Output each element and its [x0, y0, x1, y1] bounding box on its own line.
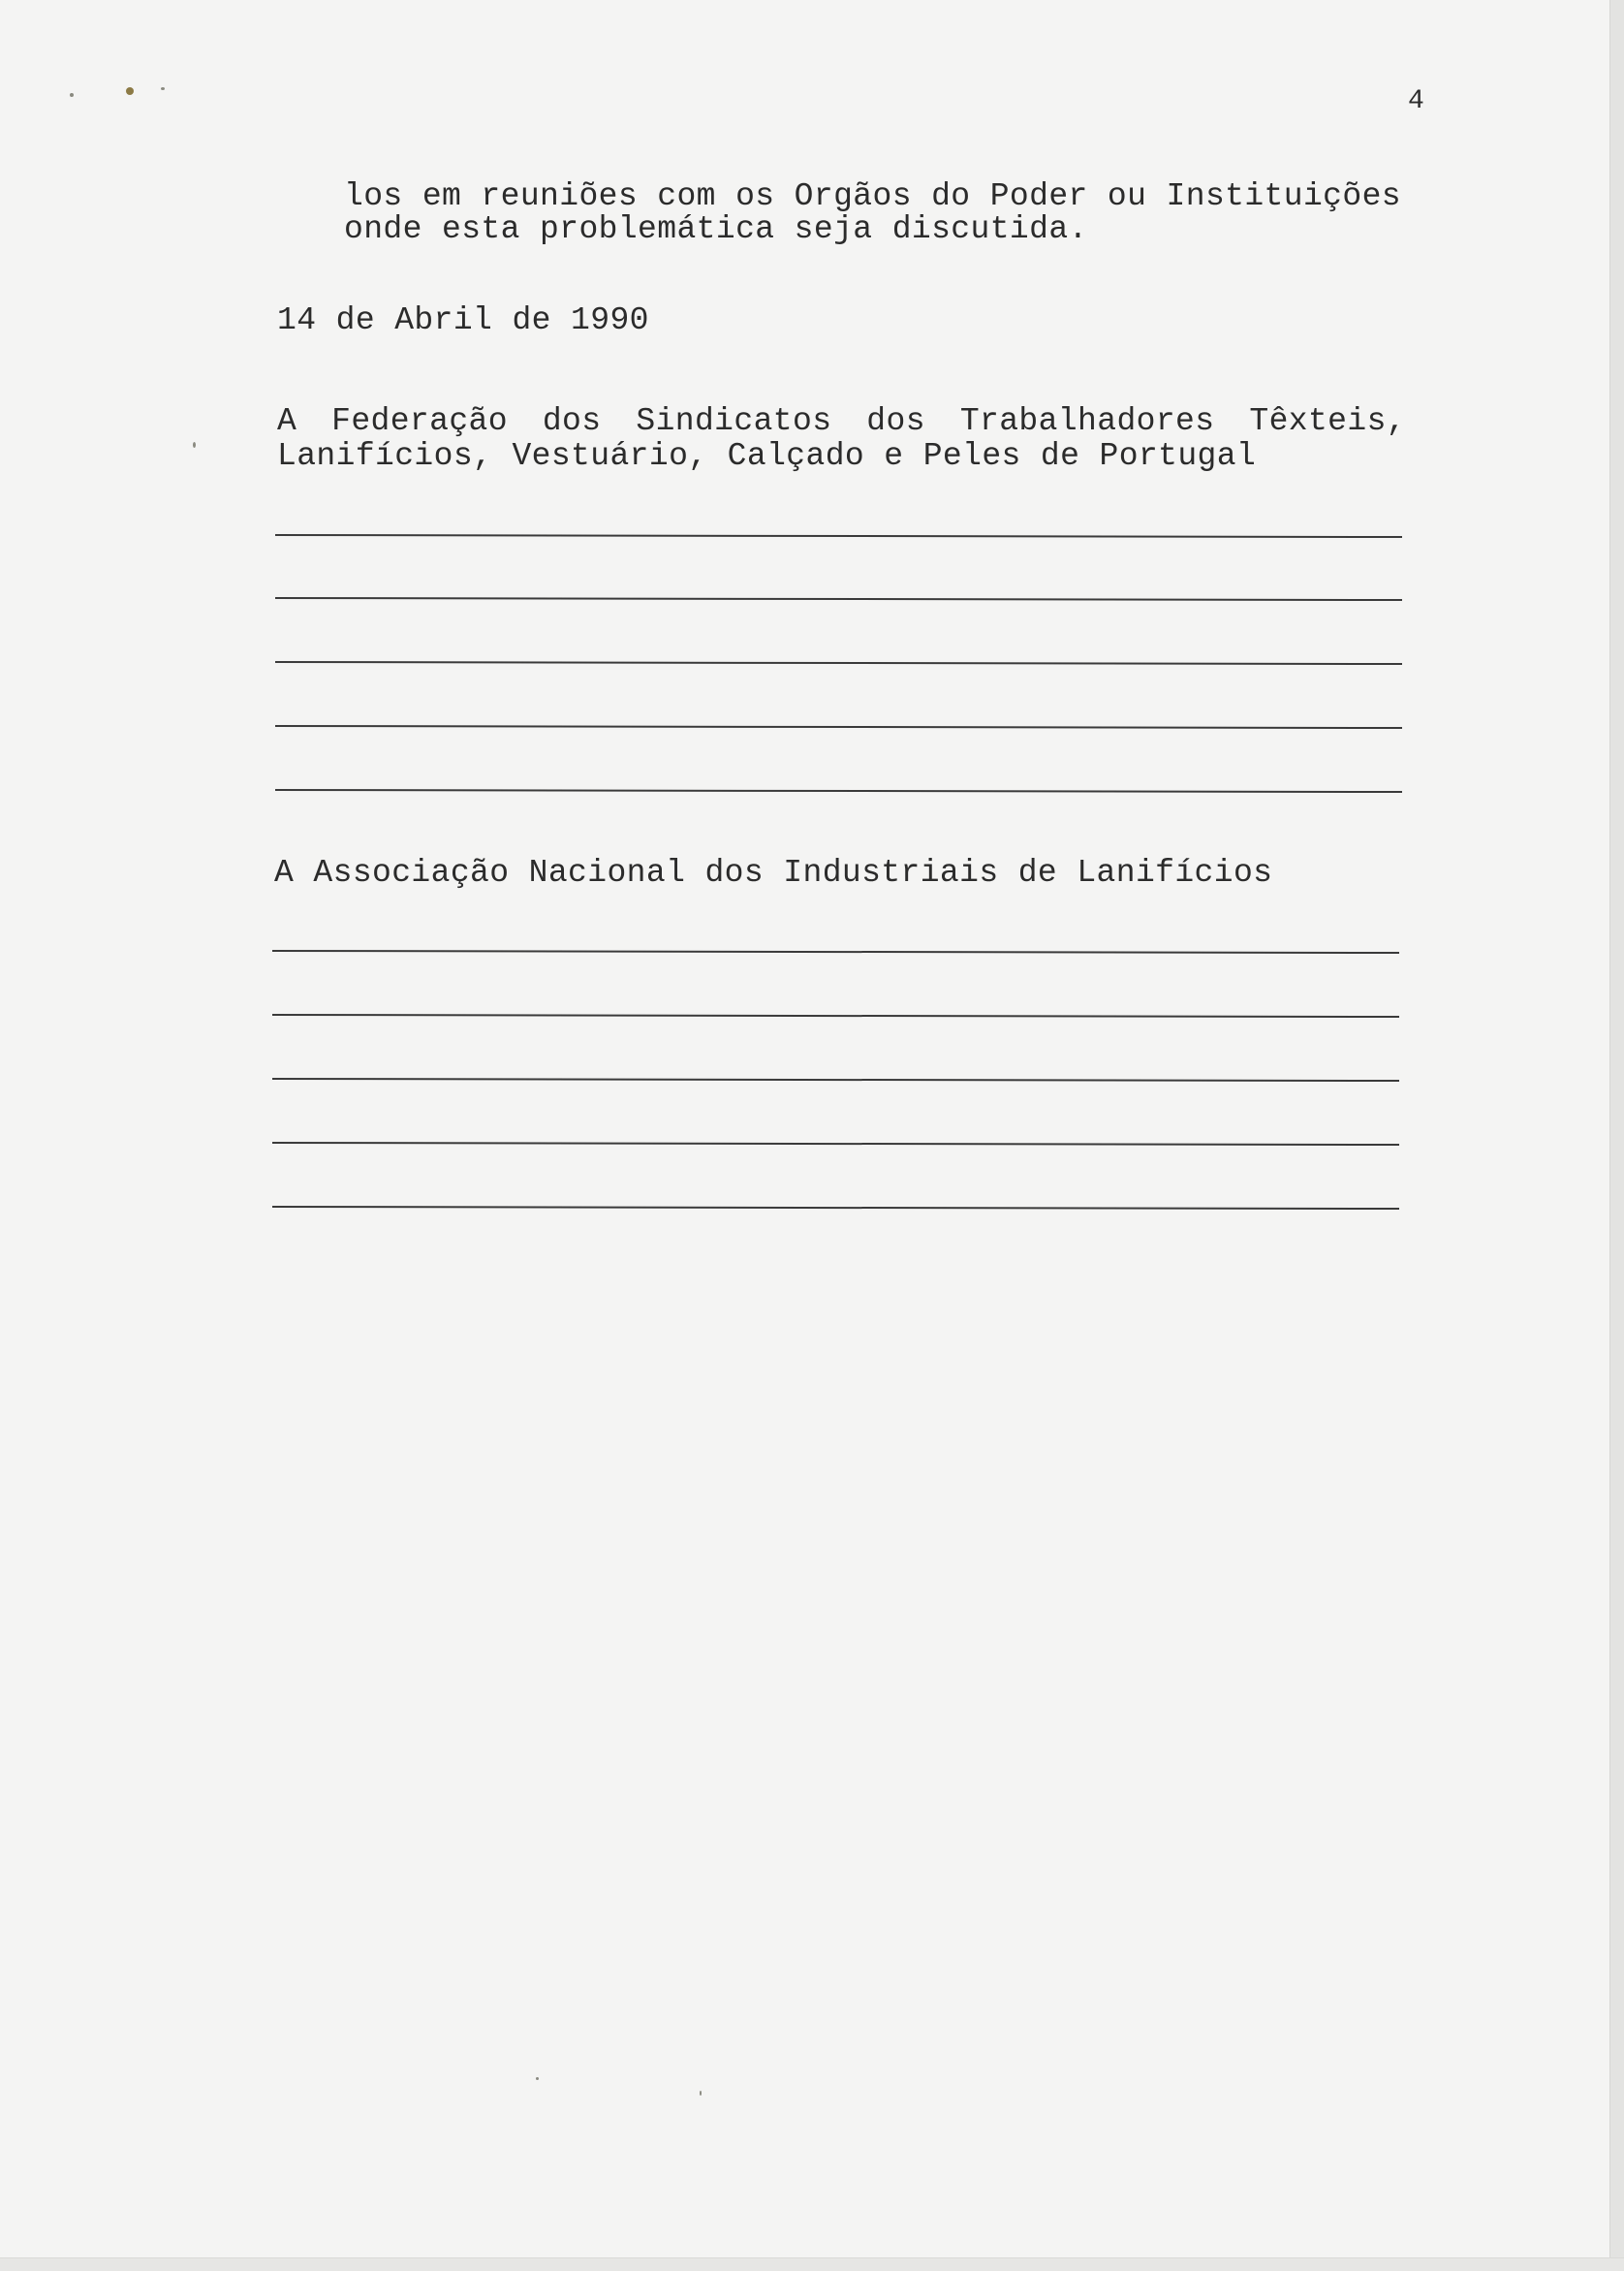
document-date: 14 de Abril de 1990	[277, 302, 649, 338]
paper-speck	[161, 87, 165, 90]
paper-speck	[193, 442, 196, 448]
intro-text-line-2: onde esta problemática seja discutida.	[344, 211, 1088, 247]
federation-name-line-1: A Federação dos Sindicatos dos Trabalhadores Têxteis,	[277, 403, 1406, 439]
signature-line	[275, 789, 1402, 793]
signature-line	[272, 1206, 1399, 1210]
signature-line	[275, 725, 1402, 729]
paper-bottom-edge	[0, 2257, 1624, 2271]
signature-line	[272, 1142, 1399, 1146]
federation-name-line-2: Lanifícios, Vestuário, Calçado e Peles de Portugal	[277, 438, 1257, 474]
signature-line	[272, 1078, 1399, 1082]
paper-right-edge	[1609, 0, 1624, 2271]
signature-line	[275, 661, 1402, 665]
intro-text-line-1: los em reuniões com os Orgãos do Poder ou Instituições	[344, 178, 1401, 214]
signature-line	[275, 534, 1402, 538]
signature-line	[272, 950, 1399, 954]
signature-line	[275, 597, 1402, 601]
page-number: 4	[1408, 86, 1424, 116]
association-name: A Associação Nacional dos Industriais de Lanifícios	[274, 855, 1273, 891]
paper-speck	[126, 87, 134, 95]
paper-speck	[700, 2091, 702, 2096]
signature-line	[272, 1014, 1399, 1018]
paper-speck	[70, 93, 74, 97]
paper-speck	[536, 2077, 539, 2080]
